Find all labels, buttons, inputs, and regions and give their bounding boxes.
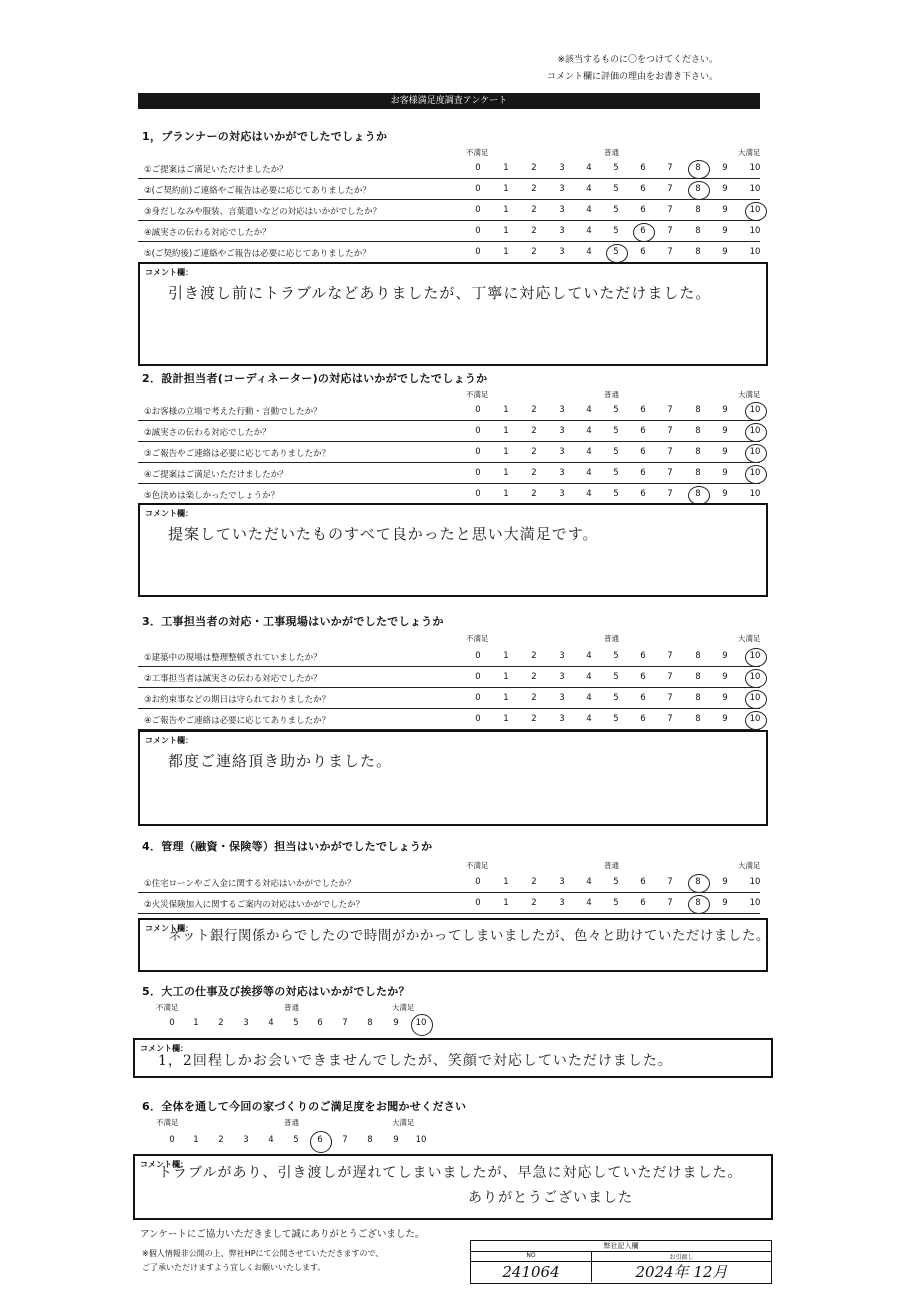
scale-option[interactable]: 8 [695,426,701,436]
scale-label-low: 不満足 [156,1003,179,1012]
scale-label-mid: 普通 [284,1118,299,1127]
scale-option[interactable]: 0 [475,672,481,682]
scale-option[interactable]: 9 [722,693,728,703]
scale-option[interactable]: 2 [531,405,537,415]
scale-option[interactable]: 6 [640,898,646,908]
scale-option[interactable]: 3 [559,714,565,724]
selected-answer-circle [633,223,655,242]
scale-option[interactable]: 10 [749,184,761,194]
scale-label-high: 大満足 [738,634,761,643]
comment-label: コメント欄： [140,1160,188,1169]
scale-option[interactable]: 5 [613,898,619,908]
scale-option[interactable]: 8 [367,1135,373,1145]
scale-option[interactable]: 1 [503,651,509,661]
selected-answer-circle [688,895,710,914]
scale-option[interactable]: 6 [640,714,646,724]
scale-option[interactable]: 5 [613,163,619,173]
scale-option[interactable]: 9 [722,184,728,194]
scale-option[interactable]: 0 [475,184,481,194]
scale-option[interactable]: 7 [667,447,673,457]
scale-option[interactable]: 10 [749,226,761,236]
scale-option[interactable]: 4 [586,184,592,194]
scale-option[interactable]: 6 [317,1135,323,1145]
scale-option[interactable]: 4 [586,426,592,436]
instruction-note-1: ※該当するものに〇をつけてください。 [557,55,718,65]
selected-answer-circle [606,244,628,263]
scale-option[interactable]: 3 [559,651,565,661]
scale-option[interactable]: 1 [503,405,509,415]
scale-option[interactable]: 1 [503,468,509,478]
comment-label: コメント欄： [145,509,193,518]
section-title-1: 1，プランナーの対応はいかがでしたでしょうか [142,130,388,143]
comment-label: コメント欄： [145,736,193,745]
scale-option[interactable]: 5 [613,651,619,661]
scale-option[interactable]: 3 [559,163,565,173]
question-text: ③身だしなみや服装、言葉遣いなどの対応はいかがでしたか？ [144,207,382,217]
scale-label-mid: 普通 [284,1003,299,1012]
scale-option[interactable]: 4 [586,205,592,215]
scale-option[interactable]: 6 [640,247,646,257]
scale-option[interactable]: 9 [722,489,728,499]
question-text: ③ご報告やご連絡は必要に応じてありましたか？ [144,449,331,459]
scale-option[interactable]: 8 [695,226,701,236]
office-table-col-delivery: お引渡し [592,1252,771,1262]
scale-option[interactable]: 0 [475,205,481,215]
office-table-header: 弊社記入欄 [471,1241,771,1252]
selected-answer-circle [688,181,710,200]
privacy-note-2: ご了承いただけますよう宜しくお願いいたします。 [142,1263,326,1272]
scale-option[interactable]: 4 [586,226,592,236]
scale-option[interactable]: 7 [667,489,673,499]
scale-label-low: 不満足 [156,1118,179,1127]
scale-option[interactable]: 9 [393,1135,399,1145]
scale-option[interactable]: 7 [667,205,673,215]
scale-option[interactable]: 0 [475,714,481,724]
scale-option[interactable]: 10 [749,163,761,173]
scale-option[interactable]: 5 [613,447,619,457]
scale-option[interactable]: 0 [475,468,481,478]
scale-option[interactable]: 8 [695,405,701,415]
scale-option[interactable]: 3 [559,226,565,236]
scale-option[interactable]: 1 [193,1135,199,1145]
scale-option[interactable]: 9 [722,426,728,436]
scale-option[interactable]: 1 [503,714,509,724]
scale-option[interactable]: 5 [613,205,619,215]
scale-option[interactable]: 1 [503,184,509,194]
scale-label-mid: 普通 [604,148,619,157]
scale-option[interactable]: 8 [695,468,701,478]
scale-option[interactable]: 0 [475,693,481,703]
scale-option[interactable]: 8 [695,247,701,257]
scale-option[interactable]: 10 [749,405,761,415]
scale-option[interactable]: 4 [268,1018,274,1028]
scale-option[interactable]: 0 [475,405,481,415]
question-text: ②工事担当者は誠実さの伝わる対応でしたか？ [144,674,322,684]
question-text: ③お約束事などの期日は守られておりましたか？ [144,695,331,705]
scale-option[interactable]: 1 [503,247,509,257]
handwritten-comment: 引き渡し前にトラブルなどありましたが、丁寧に対応していただけました。 [168,284,712,302]
scale-option[interactable]: 1 [503,898,509,908]
scale-option[interactable]: 3 [559,489,565,499]
scale-option[interactable]: 7 [667,672,673,682]
scale-option[interactable]: 7 [667,426,673,436]
scale-option[interactable]: 3 [559,693,565,703]
scale-option[interactable]: 6 [640,205,646,215]
scale-option[interactable]: 8 [695,184,701,194]
selected-answer-circle [310,1131,332,1153]
scale-option[interactable]: 7 [667,184,673,194]
scale-option[interactable]: 3 [559,447,565,457]
section-title-5: 5．大工の仕事及び挨拶等の対応はいかがでしたか？ [142,985,410,998]
comment-label: コメント欄： [140,1044,188,1053]
scale-option[interactable]: 0 [169,1135,175,1145]
scale-option[interactable]: 1 [503,205,509,215]
scale-option[interactable]: 9 [722,672,728,682]
scale-option[interactable]: 10 [749,651,761,661]
scale-option[interactable]: 0 [169,1018,175,1028]
scale-option[interactable]: 0 [475,426,481,436]
scale-option[interactable]: 3 [559,877,565,887]
scale-option[interactable]: 6 [640,405,646,415]
scale-option[interactable]: 3 [559,468,565,478]
scale-option[interactable]: 2 [531,247,537,257]
scale-option[interactable]: 4 [586,898,592,908]
scale-label-low: 不満足 [466,148,489,157]
scale-option[interactable]: 9 [722,714,728,724]
scale-label-mid: 普通 [604,634,619,643]
scale-option[interactable]: 0 [475,226,481,236]
comment-label: コメント欄： [145,924,193,933]
section-title-4: 4．管理（融資・保険等）担当はいかがでしたでしょうか [142,840,433,853]
scale-label-high: 大満足 [392,1003,415,1012]
section-title-2: 2．設計担当者(コーディネーター)の対応はいかがでしたでしょうか [142,372,488,385]
scale-option[interactable]: 3 [243,1135,249,1145]
scale-option[interactable]: 1 [503,672,509,682]
scale-option[interactable]: 0 [475,898,481,908]
scale-option[interactable]: 4 [586,877,592,887]
scale-option[interactable]: 6 [640,672,646,682]
office-table-number: 241064 [471,1262,592,1282]
scale-option[interactable]: 4 [586,163,592,173]
scale-option[interactable]: 2 [531,226,537,236]
scale-option[interactable]: 2 [531,693,537,703]
selected-answer-circle [745,402,767,421]
scale-option[interactable]: 9 [722,205,728,215]
scale-option[interactable]: 4 [586,405,592,415]
office-table-col-no: NO [471,1252,592,1262]
scale-option[interactable]: 8 [695,489,701,499]
selected-answer-circle [745,423,767,442]
scale-option[interactable]: 0 [475,447,481,457]
handwritten-comment: 都度ご連絡頂き助かりました。 [168,752,393,770]
scale-option[interactable]: 2 [531,205,537,215]
scale-option[interactable]: 5 [613,714,619,724]
scale-label-low: 不満足 [466,861,489,870]
question-text: ⑤色決めは楽しかったでしょうか？ [144,491,280,501]
comment-box [138,503,768,597]
scale-option[interactable]: 2 [218,1135,224,1145]
scale-option[interactable]: 5 [613,405,619,415]
scale-option[interactable]: 10 [749,898,761,908]
scale-option[interactable]: 10 [749,489,761,499]
scale-option[interactable]: 2 [531,651,537,661]
scale-option[interactable]: 7 [667,898,673,908]
scale-option[interactable]: 2 [531,447,537,457]
scale-option[interactable]: 10 [749,447,761,457]
scale-option[interactable]: 5 [613,184,619,194]
scale-option[interactable]: 9 [722,468,728,478]
scale-option[interactable]: 5 [613,426,619,436]
scale-option[interactable]: 6 [640,426,646,436]
scale-option[interactable]: 5 [613,468,619,478]
scale-option[interactable]: 6 [640,447,646,457]
scale-option[interactable]: 3 [559,405,565,415]
question-text: ④ご報告やご連絡は必要に応じてありましたか？ [144,716,331,726]
scale-option[interactable]: 9 [393,1018,399,1028]
selected-answer-circle [745,444,767,463]
scale-option[interactable]: 7 [667,714,673,724]
selected-answer-circle [745,648,767,667]
scale-label-high: 大満足 [738,390,761,399]
question-text: ①住宅ローンやご入金に関する対応はいかがでしたか？ [144,879,356,889]
comment-label: コメント欄： [145,268,193,277]
scale-option[interactable]: 9 [722,163,728,173]
scale-option[interactable]: 10 [415,1135,427,1145]
scale-label-mid: 普通 [604,861,619,870]
scale-label-low: 不満足 [466,634,489,643]
scale-option[interactable]: 4 [586,714,592,724]
scale-option[interactable]: 2 [531,898,537,908]
selected-answer-circle [745,465,767,484]
scale-option[interactable]: 2 [218,1018,224,1028]
scale-option[interactable]: 8 [695,714,701,724]
scale-option[interactable]: 9 [722,247,728,257]
scale-option[interactable]: 7 [667,468,673,478]
scale-option[interactable]: 3 [243,1018,249,1028]
question-text: ①建築中の現場は整理整頓されていましたか？ [144,653,322,663]
scale-option[interactable]: 0 [475,163,481,173]
office-table-delivery-date: 2024年 12月 [635,1263,728,1281]
scale-option[interactable]: 7 [667,405,673,415]
scale-option[interactable]: 5 [613,693,619,703]
scale-label-high: 大満足 [392,1118,415,1127]
selected-answer-circle [411,1014,433,1036]
scale-option[interactable]: 4 [586,693,592,703]
scale-option[interactable]: 5 [613,672,619,682]
selected-answer-circle [745,669,767,688]
scale-option[interactable]: 1 [503,447,509,457]
scale-option[interactable]: 10 [749,205,761,215]
scale-option[interactable]: 8 [695,651,701,661]
scale-option[interactable]: 8 [695,898,701,908]
survey-title-bar: お客様満足度調査アンケート [138,93,760,109]
scale-option[interactable]: 3 [559,426,565,436]
instruction-notes [547,52,718,86]
scale-option[interactable]: 1 [503,693,509,703]
scale-option[interactable]: 8 [695,205,701,215]
scale-option[interactable]: 6 [640,468,646,478]
comment-box [138,262,768,366]
scale-option[interactable]: 3 [559,247,565,257]
scale-option[interactable]: 2 [531,184,537,194]
scale-option[interactable]: 7 [667,877,673,887]
question-text: ②(ご契約前)ご連絡やご報告は必要に応じてありましたか？ [144,186,371,196]
scale-option[interactable]: 2 [531,672,537,682]
scale-option[interactable]: 3 [559,898,565,908]
scale-option[interactable]: 8 [695,447,701,457]
scale-option[interactable]: 2 [531,877,537,887]
scale-option[interactable]: 0 [475,489,481,499]
scale-option[interactable]: 9 [722,898,728,908]
scale-option[interactable]: 3 [559,672,565,682]
scale-option[interactable]: 7 [342,1018,348,1028]
scale-option[interactable]: 6 [640,226,646,236]
scale-option[interactable]: 6 [640,489,646,499]
scale-option[interactable]: 10 [749,877,761,887]
scale-option[interactable]: 1 [193,1018,199,1028]
scale-option[interactable]: 5 [613,489,619,499]
scale-option[interactable]: 0 [475,651,481,661]
comment-box [138,730,768,826]
selected-answer-circle [688,160,710,179]
scale-option[interactable]: 4 [586,468,592,478]
section-title-3: 3．工事担当者の対応・工事現場はいかがでしたでしょうか [142,615,444,628]
scale-option[interactable]: 1 [503,877,509,887]
question-text: ④ご提案はご満足いただけましたか？ [144,470,288,480]
scale-option[interactable]: 6 [640,877,646,887]
selected-answer-circle [688,874,710,893]
scale-option[interactable]: 1 [503,226,509,236]
scale-option[interactable]: 9 [722,226,728,236]
scale-label-high: 大満足 [738,861,761,870]
scale-option[interactable]: 6 [640,184,646,194]
handwritten-comment: 提案していただいたものすべて良かったと思い大満足です。 [168,525,599,543]
question-text: ①お客様の立場で考えた行動・言動でしたか？ [144,407,322,417]
scale-option[interactable]: 4 [586,651,592,661]
privacy-note-1: ※個人情報非公開の上、弊社HPにて公開させていただきますので、 [142,1249,384,1258]
scale-option[interactable]: 2 [531,468,537,478]
scale-option[interactable]: 6 [317,1018,323,1028]
scale-option[interactable]: 5 [293,1135,299,1145]
scale-option[interactable]: 0 [475,877,481,887]
scale-option[interactable]: 10 [749,672,761,682]
scale-option[interactable]: 2 [531,714,537,724]
instruction-note-2: コメント欄に評価の理由をお書き下さい。 [546,72,718,82]
scale-option[interactable]: 6 [640,651,646,661]
scale-option[interactable]: 10 [415,1018,427,1028]
selected-answer-circle [745,690,767,709]
scale-option[interactable]: 7 [667,163,673,173]
scale-option[interactable]: 2 [531,163,537,173]
scale-option[interactable]: 5 [613,247,619,257]
scale-option[interactable]: 10 [749,247,761,257]
scale-option[interactable]: 3 [559,205,565,215]
scale-option[interactable]: 7 [667,693,673,703]
office-use-table [470,1240,772,1284]
scale-option[interactable]: 7 [667,651,673,661]
scale-option[interactable]: 5 [613,877,619,887]
scale-option[interactable]: 8 [367,1018,373,1028]
scale-option[interactable]: 10 [749,468,761,478]
scale-option[interactable]: 7 [667,247,673,257]
scale-option[interactable]: 9 [722,877,728,887]
section-title-6: 6．全体を通して今回の家づくりのご満足度をお聞かせください [142,1100,467,1113]
scale-option[interactable]: 1 [503,163,509,173]
selected-answer-circle [745,711,767,730]
question-text: ④誠実さの伝わる対応でしたか？ [144,228,271,238]
scale-option[interactable]: 9 [722,447,728,457]
scale-label-high: 大満足 [738,148,761,157]
scale-option[interactable]: 4 [586,489,592,499]
question-text: ①ご提案はご満足いただけましたか？ [144,165,288,175]
scale-option[interactable]: 2 [531,489,537,499]
handwritten-comment: ネット銀行関係からでしたので時間がかかってしまいましたが、色々と助けていただけました。 [168,928,770,944]
scale-option[interactable]: 8 [695,693,701,703]
question-text: ②火災保険加入に関するご案内の対応はいかがでしたか？ [144,900,365,910]
scale-option[interactable]: 5 [293,1018,299,1028]
scale-option[interactable]: 9 [722,405,728,415]
scale-option[interactable]: 1 [503,489,509,499]
selected-answer-circle [745,202,767,221]
scale-label-low: 不満足 [466,390,489,399]
scale-option[interactable]: 6 [640,693,646,703]
handwritten-comment: トラブルがあり、引き渡しが遅れてしまいましたが、早急に対応していただけました。 [158,1165,743,1181]
scale-option[interactable]: 7 [342,1135,348,1145]
scale-option[interactable]: 9 [722,651,728,661]
question-text: ②誠実さの伝わる対応でしたか？ [144,428,271,438]
scale-option[interactable]: 7 [667,226,673,236]
scale-option[interactable]: 8 [695,672,701,682]
scale-option[interactable]: 4 [586,672,592,682]
scale-option[interactable]: 5 [613,226,619,236]
question-text: ⑤(ご契約後)ご連絡やご報告は必要に応じてありましたか？ [144,249,371,259]
scale-option[interactable]: 2 [531,426,537,436]
scale-option[interactable]: 0 [475,247,481,257]
scale-option[interactable]: 4 [586,447,592,457]
scale-option[interactable]: 4 [268,1135,274,1145]
scale-option[interactable]: 6 [640,163,646,173]
handwritten-comment: 1，2回程しかお会いできませんでしたが、笑顔で対応していただけました。 [158,1053,673,1069]
scale-label-mid: 普通 [604,390,619,399]
handwritten-comment-line2: ありがとうございました [468,1190,633,1206]
scale-option[interactable]: 8 [695,163,701,173]
scale-option[interactable]: 10 [749,426,761,436]
scale-option[interactable]: 4 [586,247,592,257]
scale-option[interactable]: 3 [559,184,565,194]
scale-option[interactable]: 10 [749,693,761,703]
scale-option[interactable]: 1 [503,426,509,436]
scale-option[interactable]: 10 [749,714,761,724]
thanks-message: アンケートにご協力いただきまして誠にありがとうございました。 [140,1229,425,1240]
scale-option[interactable]: 8 [695,877,701,887]
